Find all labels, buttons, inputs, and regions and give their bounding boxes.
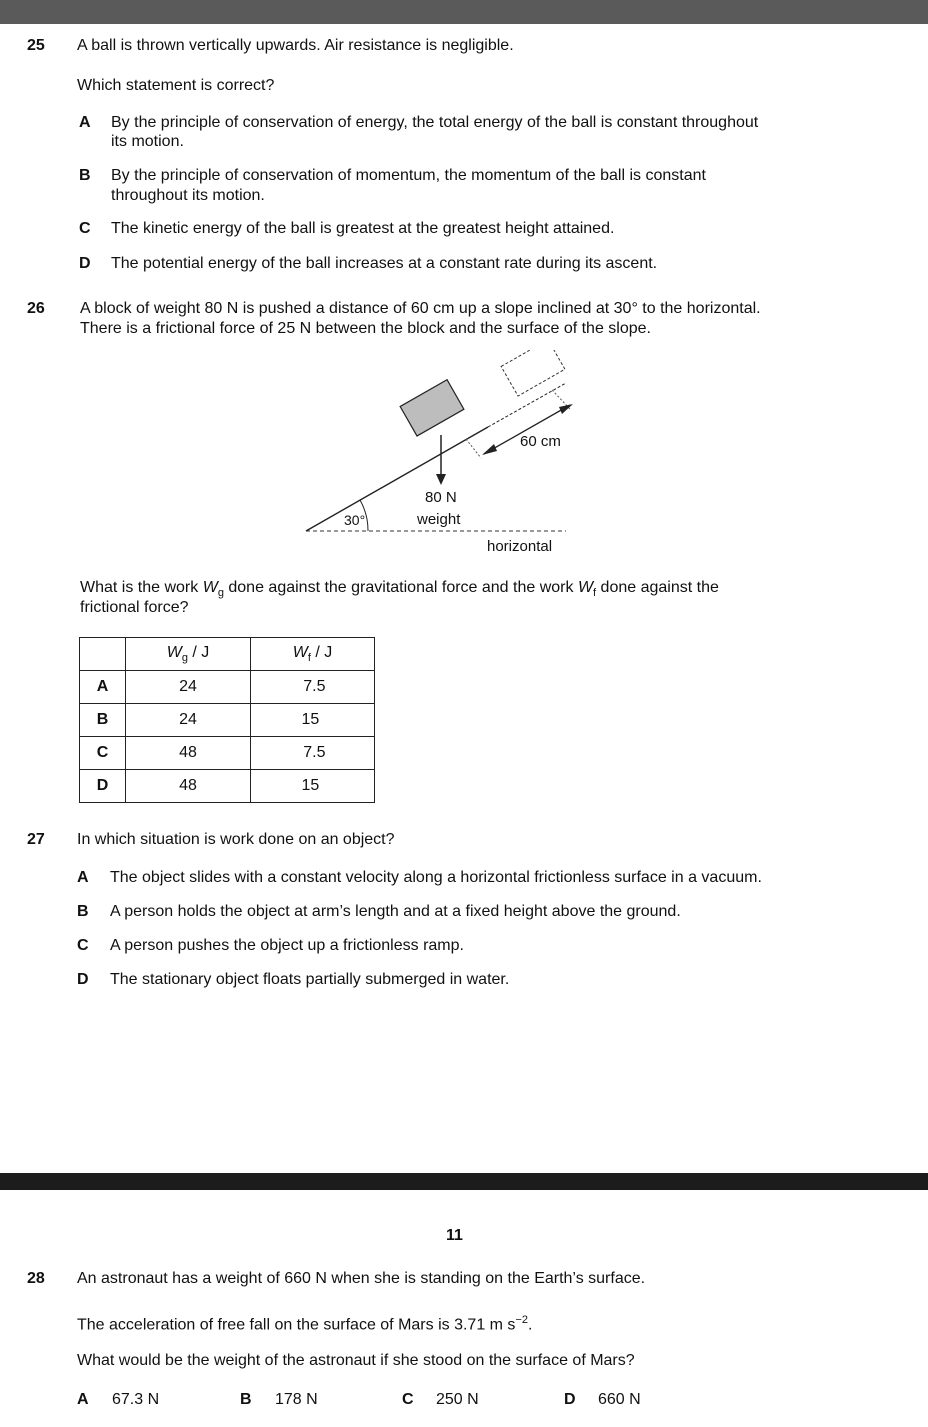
option-c-text: The kinetic energy of the ball is greatest at the greatest height attained.: [111, 220, 615, 237]
option-d-text: The stationary object floats partially submerged in water.: [110, 971, 510, 988]
question-prompt: In which situation is work done on an object?: [77, 831, 395, 848]
wf-value: 7.5: [251, 671, 375, 704]
table-row: [80, 671, 375, 704]
question-stem-line2: There is a frictional force of 25 N between the block and the surface of the slope.: [80, 320, 651, 337]
slope-diagram: [300, 350, 600, 565]
acceleration-statement: The acceleration of free fall on the surface of Mars is 3.71 m $s^{-2}$.: [77, 1314, 533, 1334]
option-a-text: The object slides with a constant velocity along a horizontal frictionless surface in a vacuum.: [110, 869, 762, 886]
wf-value: 7.5: [251, 737, 375, 770]
question-prompt: What would be the weight of the astronaut if she stood on the surface of Mars?: [77, 1352, 635, 1369]
option-c-text: A person pushes the object up a frictionless ramp.: [110, 937, 464, 954]
option-b-line2: throughout its motion.: [111, 187, 265, 204]
wg-value: 24: [126, 671, 251, 704]
option-letter: C: [402, 1391, 414, 1408]
page-divider-bar: [0, 1173, 928, 1190]
table-row: [80, 737, 375, 770]
table-corner-cell: [80, 638, 126, 671]
option-letter: D: [564, 1391, 576, 1408]
question-stem-line1: A block of weight 80 N is pushed a distance of 60 cm up a slope inclined at 30° to the horizontal.: [80, 300, 761, 317]
table-row: [80, 704, 375, 737]
page-number: 11: [446, 1227, 463, 1244]
distance-label: 60 cm: [520, 433, 561, 450]
option-letter: B: [77, 903, 89, 920]
option-c-text: 250 N: [436, 1391, 479, 1408]
option-letter: D: [79, 255, 91, 272]
option-b-line1: By the principle of conservation of momentum, the momentum of the ball is constant: [111, 167, 706, 184]
wf-value: 15: [251, 704, 375, 737]
option-a-line2: its motion.: [111, 133, 184, 150]
arrow-head: [436, 474, 446, 485]
question-number: 25: [27, 37, 45, 54]
wg-value: 48: [126, 770, 251, 803]
wg-value: 48: [126, 737, 251, 770]
distance-tick: [466, 439, 481, 458]
option-letter: B: [240, 1391, 252, 1408]
table-row: [80, 770, 375, 803]
option-letter: C: [77, 937, 89, 954]
row-letter: A: [80, 671, 126, 704]
slope-surface-dashed: [488, 383, 566, 427]
force-name-label: weight: [417, 511, 461, 528]
option-a-line1: By the principle of conservation of energy, the total energy of the ball is constant throughout: [111, 114, 759, 131]
option-b-text: A person holds the object at arm’s length and at a fixed height above the ground.: [110, 903, 681, 920]
force-value-label: 80 N: [425, 489, 457, 506]
option-d-text: 660 N: [598, 1391, 641, 1408]
question-prompt: Which statement is correct?: [77, 77, 275, 94]
option-a-text: 67.3 N: [112, 1391, 160, 1408]
option-letter: C: [79, 220, 91, 237]
option-letter: A: [79, 114, 91, 131]
wf-value: 15: [251, 770, 375, 803]
option-d-text: The potential energy of the ball increases at a constant rate during its ascent.: [111, 255, 658, 272]
row-letter: D: [80, 770, 126, 803]
wg-value: 24: [126, 704, 251, 737]
table-header-row: [80, 638, 375, 671]
answer-table: [79, 637, 375, 803]
question-number: 28: [27, 1270, 45, 1287]
column-header-wf: $W_f$ / J: [251, 638, 375, 671]
row-letter: B: [80, 704, 126, 737]
option-b-text: 178 N: [275, 1391, 318, 1408]
option-letter: A: [77, 869, 89, 886]
question-prompt-line2: frictional force?: [80, 599, 189, 616]
question-stem: A ball is thrown vertically upwards. Air resistance is negligible.: [77, 37, 514, 54]
option-letter: D: [77, 971, 89, 988]
block: [400, 380, 464, 436]
horizontal-label: horizontal: [487, 538, 553, 555]
option-letter: B: [79, 167, 91, 184]
question-stem: An astronaut has a weight of 660 N when she is standing on the Earth’s surface.: [77, 1270, 646, 1287]
question-number: 27: [27, 831, 45, 848]
column-header-wg: $W_g$ / J: [126, 638, 251, 671]
question-number: 26: [27, 300, 45, 317]
row-letter: C: [80, 737, 126, 770]
question-prompt-line1: What is the work $W_g$ done against the gravitational force and the work $W_f$ done against the: [80, 579, 719, 600]
viewer-top-bar: [0, 0, 928, 24]
option-letter: A: [77, 1391, 89, 1408]
arrow-head: [559, 404, 573, 414]
angle-label: 30°: [344, 512, 366, 528]
slope-surface: [306, 427, 488, 531]
arrow-head: [482, 444, 497, 455]
